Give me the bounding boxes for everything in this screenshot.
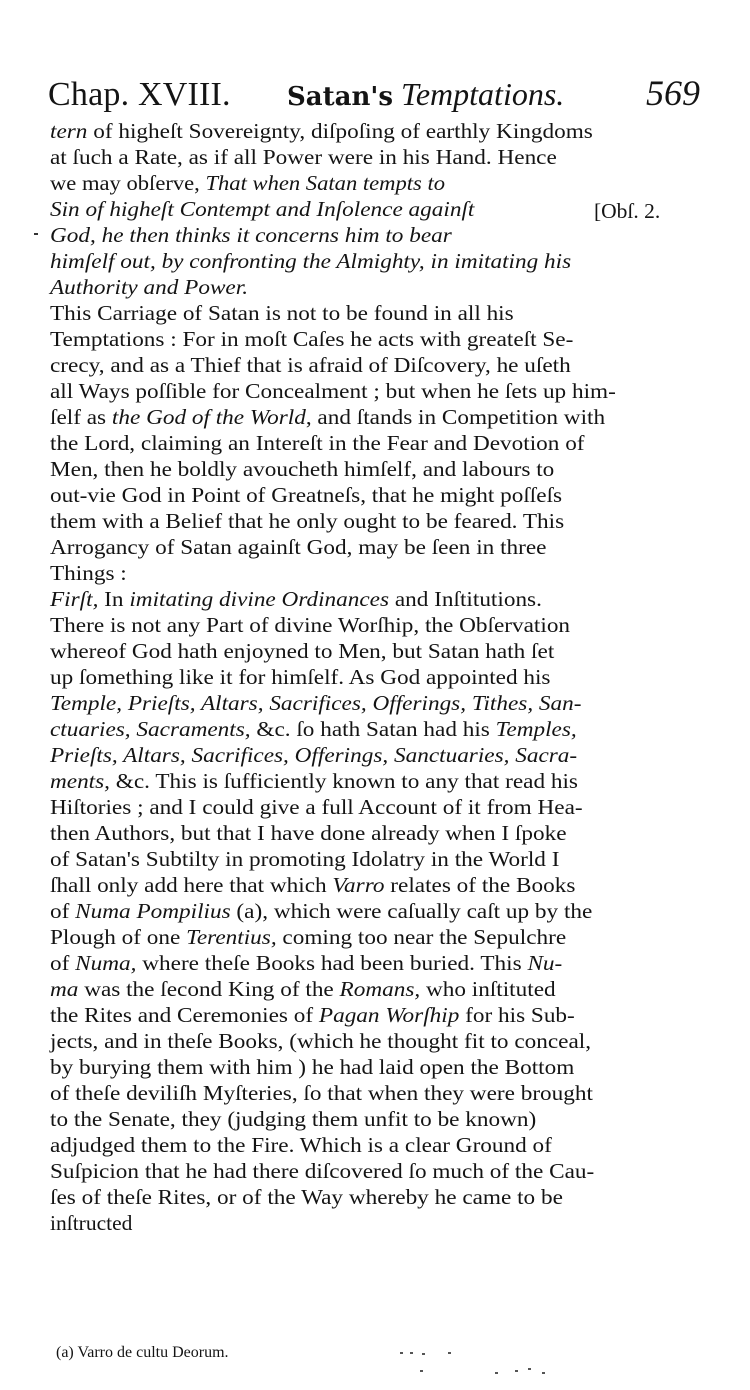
text-run: where theſe Books had been buried. This [136,951,528,975]
text-line [50,768,578,794]
text-line [50,508,564,534]
text-line [50,1158,594,1184]
italic-run: Numa, [75,951,137,975]
text-run: crecy, and as a Thief that is afraid of Diſcovery, he uſeth [50,353,571,377]
text-line [50,612,570,638]
text-line [50,1210,132,1236]
text-line [50,482,562,508]
text-line [50,1002,575,1028]
text-line [50,664,550,690]
text-line [50,1028,591,1054]
italic-run: Terentius, [186,925,277,949]
italic-run: That when Satan tempts to [205,171,446,195]
text-run: (a), which were caſually caſt up by the [230,899,593,923]
text-run: ſelf as [50,405,112,429]
text-run: the Rites and Ceremonies of [50,1003,319,1027]
running-title [287,76,564,113]
italic-run: Sin of higheſt Contempt and Inſolence againſt [50,197,475,221]
text-line [50,560,127,586]
text-run: at ſuch a Rate, as if all Power were in his Hand. Hence [50,145,557,169]
text-line [50,534,546,560]
text-run: relates of the Books [384,873,576,897]
italic-run: God, he then thinks it concerns him to bear [50,223,452,247]
italic-run: Numa Pompilius [75,899,231,923]
text-line [50,716,577,742]
italic-run: Prieſts, Altars, Sacrifices, Offerings, Sanctuaries, Sacra- [50,743,578,767]
text-run: In [98,587,130,611]
ink-speck [34,233,38,235]
text-line [50,794,583,820]
text-run: out-vie God in Point of Greatneſs, that he might poſſeſs [50,483,563,507]
text-run: who inſtituted [420,977,556,1001]
text-run: of theſe deviliſh Myſteries, ſo that when they were brought [50,1081,593,1105]
text-run: Temptations : For in moſt Caſes he acts with greateſt Se- [50,327,574,351]
italic-run: Temple, Prieſts, Altars, Sacrifices, Offerings, Tithes, San- [50,691,582,715]
text-line [50,742,577,768]
text-line [50,1106,536,1132]
text-run: coming too near the Sepulchre [276,925,567,949]
text-line [50,430,585,456]
text-run: There is not any Part of divine Worſhip, the Obſervation [50,613,571,637]
text-run: Plough of one [50,925,187,949]
text-line [50,846,559,872]
italic-run: ma [50,977,79,1001]
text-run: Things : [50,561,127,585]
chapter-heading: Chap. XVIII. [48,76,231,113]
text-line [50,248,571,274]
text-run: for his Sub- [459,1003,575,1027]
text-line [50,378,616,404]
text-line [50,1132,552,1158]
running-title-italic: Temptations. [400,76,565,112]
text-line [50,820,567,846]
text-run: , and ſtands in Competition with [305,405,606,429]
text-run: the Lord, claiming an Intereſt in the Fear and Devotion of [50,431,585,455]
text-run: of Satan's Subtilty in promoting Idolatry in the World I [50,847,560,871]
text-run: jects, and in theſe Books, (which he thought fit to conceal, [50,1029,592,1053]
text-line [50,144,557,170]
text-run: Arrogancy of Satan againſt God, may be ſeen in three [50,535,547,559]
text-run: we may obſerve, [50,171,206,195]
text-line [50,690,581,716]
italic-run: Pagan Worſhip [318,1003,460,1027]
ink-specks [400,1350,560,1380]
text-run: then Authors, but that I have done already when I ſpoke [50,821,567,845]
text-line [50,326,573,352]
text-line [50,404,605,430]
text-run: &c. ſo hath Satan had his [250,717,496,741]
text-run: Men, then he boldly avoucheth himſelf, and labours to [50,457,555,481]
text-run: ſhall only add here that which [50,873,333,897]
italic-run: Firſt, [50,587,99,611]
text-line [50,586,542,612]
text-line [50,222,452,248]
text-line [50,456,554,482]
italic-run: imitating divine Ordinances [129,587,390,611]
text-run: adjudged them to the Fire. Which is a clear Ground of [50,1133,552,1157]
text-line [50,950,562,976]
text-run: of higheſt Sovereignty, diſpoſing of earthly Kingdoms [87,119,593,143]
text-run: by burying them with him ) he had laid open the Bottom [50,1055,575,1079]
text-run: was the ſecond King of the [78,977,340,1001]
text-line [50,1080,593,1106]
text-run: whereof God hath enjoyned to Men, but Satan hath ſet [50,639,555,663]
italic-run: Authority and Power. [50,275,249,299]
italic-run: Varro [332,873,385,897]
text-line [50,1054,574,1080]
text-line [50,898,592,924]
text-run: and Inſtitutions. [389,587,542,611]
text-line [50,118,593,144]
text-line [50,300,514,326]
text-run: &c. This is ſufficiently known to any that read his [109,769,578,793]
text-run: of [50,951,76,975]
italic-run: Temples, [495,717,577,741]
margin-note: [Obſ. 2. [594,199,661,223]
text-run: of [50,899,76,923]
running-header [44,70,704,120]
text-line [50,196,474,222]
text-line [50,352,571,378]
italic-run: Romans, [339,977,421,1001]
text-run: Suſpicion that he had there diſcovered ſo much of the Cau- [50,1159,595,1183]
text-line [50,976,556,1002]
text-run: them with a Belief that he only ought to be feared. This [50,509,565,533]
text-line [50,1184,563,1210]
page-number: 569 [646,73,700,113]
text-line [50,638,554,664]
italic-run: ments, [50,769,110,793]
text-run: ſes of theſe Rites, or of the Way whereby he came to be [50,1185,563,1209]
footnote: (a) Varro de cultu Deorum. [56,1344,229,1361]
running-title-blackletter: Satan's [287,82,393,112]
italic-run: ctuaries, Sacraments, [50,717,251,741]
italic-run: the God of the World [111,405,306,429]
text-run: This Carriage of Satan is not to be found in all his [50,301,514,325]
italic-run: tern [50,119,88,143]
text-run: up ſomething like it for himſelf. As God appointed his [50,665,551,689]
text-line [50,170,445,196]
italic-run: Nu- [527,951,563,975]
text-line [50,274,248,300]
italic-run: himſelf out, by confronting the Almighty, in imitating his [50,249,572,273]
text-run: to the Senate, they (judging them unfit to be known) [50,1107,537,1131]
text-run: Hiſtories ; and I could give a full Account of it from Hea- [50,795,583,819]
text-run: all Ways poſſible for Concealment ; but when he ſets up him- [50,379,616,403]
text-line [50,872,575,898]
text-run: inſtructed [50,1211,133,1235]
text-line [50,924,566,950]
